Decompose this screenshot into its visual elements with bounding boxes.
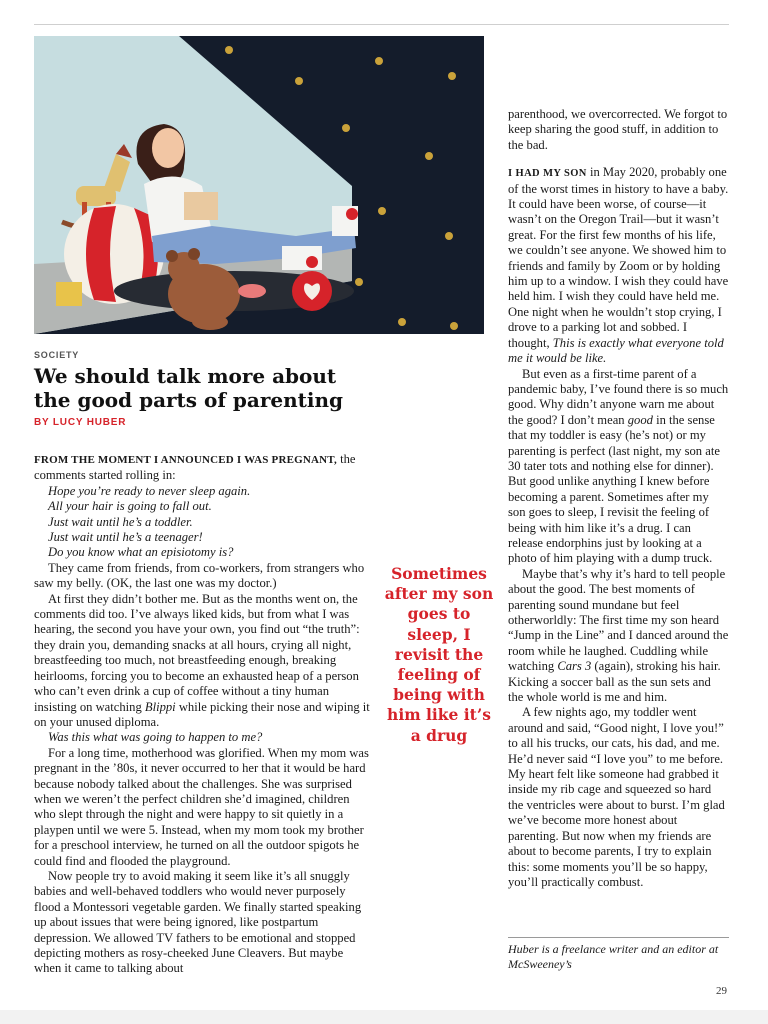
pull-quote: Sometimes after my son goes to sleep, I revisit the feeling of being with him like it’s a drug <box>384 564 494 745</box>
italic-run: Cars 3 <box>557 659 592 674</box>
toy-car-icon <box>238 284 266 298</box>
quote-line: All your hair is going to fall out. <box>48 499 212 514</box>
text-run: But even as a first-time parent of a pandemic baby, I’ve found there is so much good. Why didn’t anyone warn me about the good? I don’t mean <box>508 366 729 427</box>
body-paragraph: They came from friends, from co-workers, from strangers who saw my belly. (OK, the last one was my doctor.) <box>34 560 365 591</box>
lead-rest: the comments started rolling in: <box>34 452 356 483</box>
smallcaps-run: I HAD MY SON <box>508 168 587 180</box>
end-rule <box>508 937 729 938</box>
byline: BY LUCY HUBER <box>34 417 127 428</box>
quote-line: Hope you’re ready to never sleep again. <box>48 483 251 498</box>
text-run: in the sense that my toddler is easy (he’s not) or my parenting is perfect (last night, my son ate 30 tater tots and nothing else for dinner). But good unlike anything I knew before becoming a parent. Sometimes after my son goes to sleep, I revisit the feeling of being with him like it’s a drug. I can release endorphins just by looking at a photo of him playing with a dump truck. <box>508 412 720 566</box>
left-column <box>34 452 372 977</box>
heart-toy-icon <box>292 271 332 311</box>
right-column <box>508 107 729 890</box>
article-illustration <box>34 36 484 334</box>
top-rule <box>34 24 729 25</box>
body-paragraph: parenthood, we overcorrected. We forgot to keep sharing the good stuff, in addition to the bad. <box>508 107 728 152</box>
text-run: in May 2020, probably one of the worst times in history to have a baby. It could have been worse, of course—it wasn’t on the Oregon Trail—but it wasn’t great. For the first few months of his life, we couldn’t see anyone. We showed him to friends and family by Zoom or by holding him up to a window. I wish they could have held him. I wish they could have held me. One night when he wouldn’t stop crying, I drove to a parking lot and sobbed. I thought, <box>508 165 729 350</box>
italic-run: Blippi <box>144 699 176 714</box>
bottom-strip <box>0 1010 768 1024</box>
text-run: (again), stroking his hair. Kicking a soccer ball as the sun sets and the whole world is me and him. <box>508 659 721 705</box>
text-run: At first they didn’t bother me. But as the months went on, the comments did too. I’ve always liked kids, but from what I was hearing, the second you have your own, you find out “the truth”: they drain you, demanding snacks at all hours, crying all night, breastfeeding too much, not breastfeeding enough, breaking heirlooms, forcing you to become an exhausted heap of a person who can’t even drink a cup of coffee without a tiny human insisting on watching <box>34 591 360 714</box>
toy-block-icon <box>56 282 82 306</box>
italic-run: good <box>627 412 653 427</box>
parent-reading-illustration <box>34 36 484 334</box>
lead-paragraph <box>34 452 372 484</box>
quote-line: Do you know what an episiotomy is? <box>48 545 234 560</box>
body-paragraph: A few nights ago, my toddler went around and said, “Good night, I love you!” to all his trucks, our cats, his dad, and me. He’d never said “I love you” to me before. My heart felt like someone had grabbed it inside my rib cage and squeezed so hard the ventricles were about to burst. I’m glad we’ve become more honest about parenting. But now when my friends are about to become parents, I try to explain this: some moments you’ll be so happy, you’ll practically combust. <box>508 705 725 889</box>
body-paragraph <box>34 730 372 745</box>
section-break-paragraph <box>508 165 729 366</box>
italic-run: This is exactly what everyone told me it would be like. <box>508 335 724 366</box>
author-bio: Huber is a freelance writer and an editor at McSweeney’s <box>508 942 719 971</box>
body-paragraph: Now people try to avoid making it seem like it’s all snuggly babies and well-behaved toddlers who would never purposely flood a Montessori vegetable garden. We finally started speaking up about issues that were being ignored, like postpartum depression. We allowed TV fathers to be emotional and stopped depicting mothers as rosy-cheeked June Cleavers. But maybe when it came to talking about <box>34 868 362 976</box>
headline: We should talk more about the good parts of parenting <box>34 364 344 412</box>
text-run: Maybe that’s why it’s hard to tell people about the good. The best moments of parenting sound mundane but feel otherworldly: The first time my son heard “Jump in the Line” and I danced around the room while he laughed. Cuddling while watching <box>508 566 729 674</box>
body-paragraph: For a long time, motherhood was glorified. When my mom was pregnant in the ’80s, it never occurred to her that it would be hard because nobody talked about the challenges. She was surprised when we weren’t the perfect children she’d imagined, children who slept through the night and were happy to sit quietly in a playpen until we were 5. Instead, when my mom took my brother for a preschool interview, he turned on all the outdoor spigots he could find and flooded the playground. <box>34 745 369 868</box>
quote-line: Just wait until he’s a toddler. <box>48 514 193 529</box>
lead-smallcaps: FROM THE MOMENT I ANNOUNCED I WAS PREGNANT, <box>34 454 337 466</box>
italic-run: Was this what was going to happen to me? <box>48 730 263 745</box>
page-number: 29 <box>716 985 727 997</box>
body-paragraph <box>34 592 372 731</box>
body-paragraph <box>508 367 729 567</box>
quote-line: Just wait until he’s a teenager! <box>48 530 203 545</box>
body-paragraph <box>508 567 729 706</box>
section-label: SOCIETY <box>34 350 80 360</box>
text-run: while picking their nose and wiping it on your unused diploma. <box>34 699 370 729</box>
